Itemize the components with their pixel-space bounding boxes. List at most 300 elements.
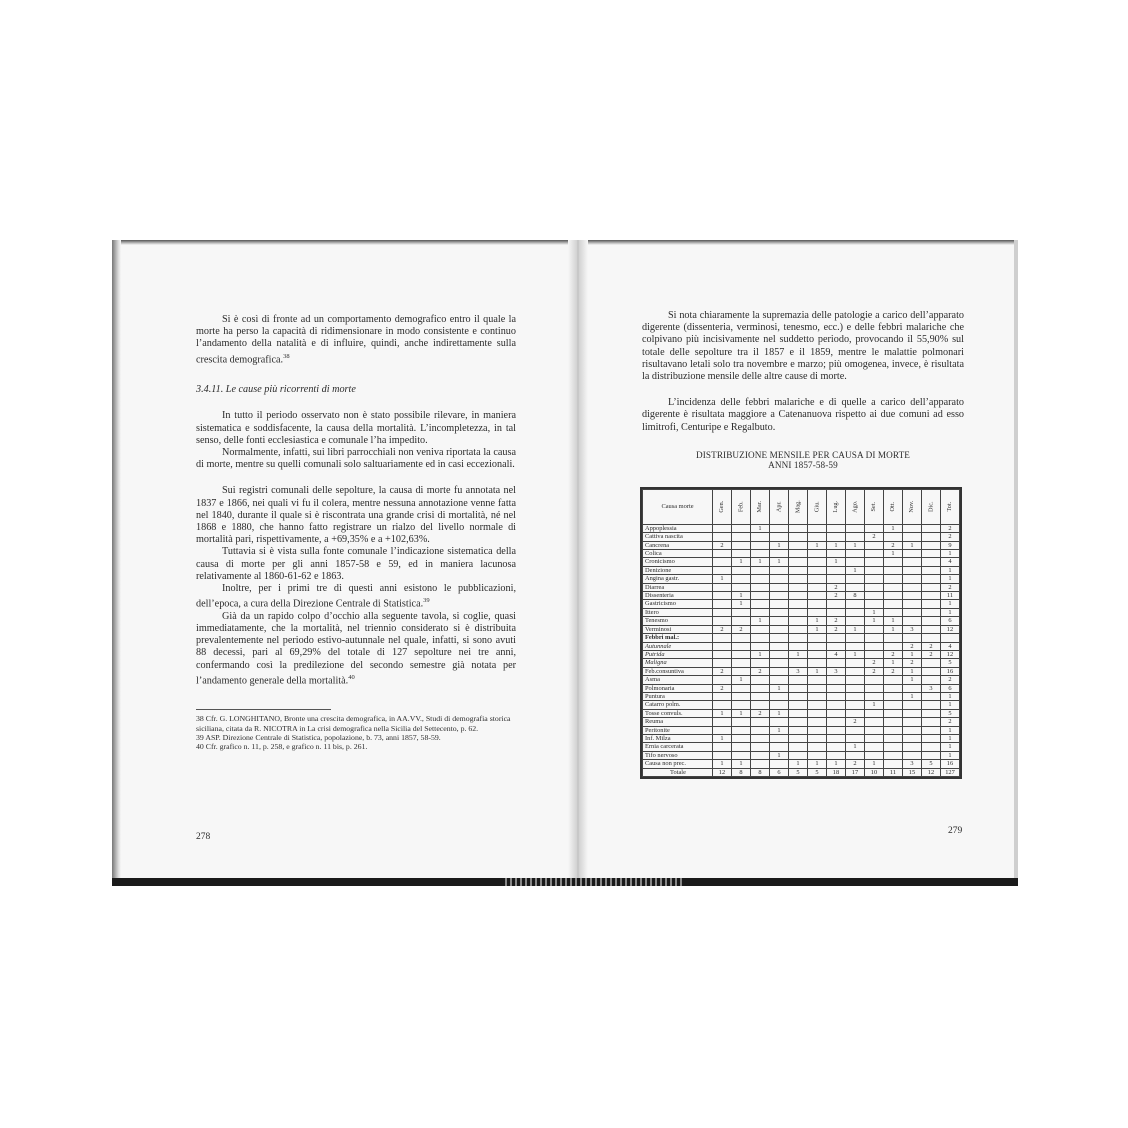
value-cell: 1	[751, 650, 770, 658]
value-cell	[732, 608, 751, 616]
value-cell: 2	[846, 760, 865, 768]
mortality-table	[642, 489, 960, 777]
value-cell: 2	[713, 625, 732, 633]
value-cell	[846, 524, 865, 532]
value-cell	[789, 743, 808, 751]
page-number-left: 278	[196, 832, 211, 842]
value-cell	[846, 600, 865, 608]
value-cell	[789, 751, 808, 759]
value-cell	[713, 592, 732, 600]
value-cell	[789, 575, 808, 583]
value-cell	[827, 726, 846, 734]
value-cell	[789, 566, 808, 574]
table-row	[643, 659, 960, 667]
header-month-label: Apr.	[775, 501, 783, 513]
value-cell	[751, 659, 770, 667]
value-cell: 4	[941, 558, 960, 566]
value-cell	[827, 701, 846, 709]
value-cell: 127	[941, 768, 960, 776]
value-cell	[922, 550, 941, 558]
value-cell	[884, 533, 903, 541]
left-para-1: Si è così di fronte ad un comportamento demografico entro il quale la morte ha perso la capacità di ridimensionare in modo consistente e continuo l’andamento della natalità e di influire, quindi, anche indirettamente sulla crescita demografica.$^{38}$	[196, 314, 516, 365]
value-cell: 1	[846, 625, 865, 633]
value-cell: 6	[941, 684, 960, 692]
value-cell: 2	[903, 659, 922, 667]
value-cell	[922, 667, 941, 675]
value-cell: 12	[941, 650, 960, 658]
value-cell	[770, 524, 789, 532]
value-cell	[865, 676, 884, 684]
header-month-label: Nov.	[908, 500, 916, 513]
value-cell	[865, 634, 884, 642]
value-cell: 1	[903, 667, 922, 675]
value-cell	[846, 533, 865, 541]
value-cell	[770, 718, 789, 726]
value-cell: 1	[884, 617, 903, 625]
value-cell	[903, 634, 922, 642]
value-cell	[732, 734, 751, 742]
value-cell	[732, 718, 751, 726]
value-cell	[827, 524, 846, 532]
value-cell	[827, 751, 846, 759]
value-cell	[903, 617, 922, 625]
value-cell	[827, 550, 846, 558]
table-row	[643, 701, 960, 709]
value-cell	[922, 734, 941, 742]
value-cell	[884, 734, 903, 742]
value-cell	[732, 617, 751, 625]
value-cell	[808, 659, 827, 667]
table-row	[643, 642, 960, 650]
value-cell	[732, 575, 751, 583]
footnote-ref-40[interactable]: 40	[348, 673, 355, 681]
cause-cell: Asma	[643, 676, 713, 684]
value-cell	[884, 743, 903, 751]
table-title	[642, 450, 964, 471]
value-cell	[808, 701, 827, 709]
header-month-label: Ago.	[851, 500, 859, 513]
value-cell: 1	[732, 760, 751, 768]
value-cell	[751, 684, 770, 692]
value-cell: 1	[884, 625, 903, 633]
value-cell: 1	[827, 760, 846, 768]
table-row	[643, 734, 960, 742]
table-row	[643, 718, 960, 726]
value-cell	[827, 659, 846, 667]
value-cell	[865, 650, 884, 658]
value-cell	[789, 558, 808, 566]
right-para-1: Si nota chiaramente la supremazia delle patologie a carico dell’apparato digerente (dissenteria, verminosi, tenesmo, ecc.) e delle febbri malariche che colpivano più incisivamente nel suddetto periodo, provocando il 55,90% sul totale delle sepolture tra il 1857 e il 1859, mentre le malattie polmonari risultavano letali solo tra novembre e marzo; più omogenea, invece, è risultata la distribuzione mensile delle altre cause di morte.	[642, 310, 964, 383]
cause-cell: Tenesmo	[643, 617, 713, 625]
value-cell	[846, 550, 865, 558]
value-cell	[732, 701, 751, 709]
value-cell	[789, 541, 808, 549]
value-cell: 1	[789, 760, 808, 768]
value-cell	[846, 642, 865, 650]
value-cell	[922, 709, 941, 717]
value-cell: 1	[770, 558, 789, 566]
value-cell	[884, 634, 903, 642]
value-cell	[713, 676, 732, 684]
value-cell	[770, 608, 789, 616]
value-cell	[770, 650, 789, 658]
value-cell: 2	[922, 650, 941, 658]
value-cell	[789, 734, 808, 742]
value-cell	[884, 575, 903, 583]
header-month-label: Set.	[870, 502, 878, 512]
value-cell	[789, 617, 808, 625]
value-cell: 1	[941, 743, 960, 751]
value-cell	[808, 684, 827, 692]
value-cell	[865, 726, 884, 734]
value-cell	[789, 676, 808, 684]
value-cell: 1	[808, 667, 827, 675]
value-cell	[751, 726, 770, 734]
value-cell: 1	[808, 541, 827, 549]
value-cell	[789, 550, 808, 558]
spine-shadow	[502, 878, 682, 886]
value-cell	[865, 524, 884, 532]
table-row	[643, 709, 960, 717]
value-cell	[884, 709, 903, 717]
value-cell: 2	[884, 650, 903, 658]
value-cell	[751, 751, 770, 759]
header-month-label: Ott.	[889, 502, 897, 512]
value-cell: 16	[941, 667, 960, 675]
value-cell	[770, 550, 789, 558]
value-cell: 8	[732, 768, 751, 776]
value-cell: 2	[846, 718, 865, 726]
value-cell	[922, 676, 941, 684]
value-cell: 1	[770, 709, 789, 717]
value-cell	[808, 550, 827, 558]
cause-cell: Cattiva nascita	[643, 533, 713, 541]
cause-cell: Polmonaria	[643, 684, 713, 692]
value-cell: 1	[732, 676, 751, 684]
value-cell: 1	[732, 600, 751, 608]
value-cell	[713, 608, 732, 616]
value-cell	[903, 575, 922, 583]
value-cell	[884, 600, 903, 608]
value-cell	[865, 583, 884, 591]
value-cell	[903, 550, 922, 558]
value-cell	[732, 533, 751, 541]
value-cell	[789, 709, 808, 717]
cause-cell: Peritonite	[643, 726, 713, 734]
footnote-ref-39[interactable]: 39	[423, 597, 430, 605]
value-cell	[808, 524, 827, 532]
value-cell: 10	[865, 768, 884, 776]
value-cell: 2	[922, 642, 941, 650]
value-cell	[903, 608, 922, 616]
value-cell: 2	[827, 592, 846, 600]
cause-cell: Totale	[643, 768, 713, 776]
value-cell: 2	[827, 617, 846, 625]
value-cell	[846, 684, 865, 692]
value-cell	[770, 659, 789, 667]
value-cell	[846, 709, 865, 717]
value-cell	[808, 726, 827, 734]
value-cell	[846, 634, 865, 642]
value-cell	[922, 718, 941, 726]
value-cell: 2	[713, 684, 732, 692]
value-cell	[808, 592, 827, 600]
value-cell	[770, 600, 789, 608]
value-cell	[751, 600, 770, 608]
value-cell	[713, 751, 732, 759]
value-cell	[922, 608, 941, 616]
value-cell: 1	[846, 566, 865, 574]
value-cell	[770, 692, 789, 700]
value-cell	[713, 550, 732, 558]
value-cell	[770, 760, 789, 768]
table-row	[643, 608, 960, 616]
value-cell	[713, 726, 732, 734]
table-wrapper	[640, 487, 964, 784]
value-cell	[808, 634, 827, 642]
value-cell	[922, 625, 941, 633]
value-cell	[827, 600, 846, 608]
value-cell	[922, 692, 941, 700]
value-cell	[922, 751, 941, 759]
value-cell: 4	[941, 642, 960, 650]
value-cell	[846, 751, 865, 759]
value-cell	[789, 701, 808, 709]
value-cell	[732, 659, 751, 667]
value-cell: 2	[827, 625, 846, 633]
value-cell	[808, 650, 827, 658]
value-cell	[789, 524, 808, 532]
value-cell	[903, 524, 922, 532]
value-cell: 9	[941, 541, 960, 549]
value-cell	[808, 600, 827, 608]
value-cell	[922, 583, 941, 591]
header-month	[789, 489, 808, 524]
table-row	[643, 558, 960, 566]
value-cell: 2	[732, 625, 751, 633]
cause-cell: Cronicismo	[643, 558, 713, 566]
value-cell: 12	[922, 768, 941, 776]
footnote-40: 40 Cfr. grafico n. 11, p. 258, e grafico n. 11 bis, p. 261.	[196, 742, 368, 752]
left-para-3: Normalmente, infatti, sui libri parrocchiali non veniva riportata la causa di morte, mentre su quelli comunali solo saltuariamente ed in casi eccezionali.	[196, 447, 516, 471]
value-cell	[713, 600, 732, 608]
value-cell	[732, 692, 751, 700]
value-cell	[827, 684, 846, 692]
value-cell	[884, 760, 903, 768]
table-title-line-1: DISTRIBUZIONE MENSILE PER CAUSA DI MORTE	[696, 449, 910, 460]
value-cell	[713, 701, 732, 709]
value-cell	[922, 575, 941, 583]
header-month	[865, 489, 884, 524]
value-cell	[884, 684, 903, 692]
value-cell	[922, 617, 941, 625]
value-cell	[846, 558, 865, 566]
cause-cell: Appoplessia	[643, 524, 713, 532]
value-cell	[751, 743, 770, 751]
header-month-label: Mar.	[756, 501, 764, 513]
table-row	[643, 726, 960, 734]
value-cell: 1	[808, 625, 827, 633]
value-cell: 1	[713, 575, 732, 583]
value-cell	[732, 726, 751, 734]
header-month	[941, 489, 960, 524]
value-cell: 1	[865, 608, 884, 616]
table-row	[643, 550, 960, 558]
value-cell	[903, 592, 922, 600]
value-cell: 1	[751, 558, 770, 566]
footnote-39: 39 ASP. Direzione Centrale di Statistica, popolazione, b. 73, anni 1857, 58-59.	[196, 732, 441, 742]
value-cell	[732, 583, 751, 591]
value-cell	[808, 608, 827, 616]
value-cell	[789, 692, 808, 700]
value-cell	[903, 566, 922, 574]
cause-cell: Denizione	[643, 566, 713, 574]
value-cell	[789, 726, 808, 734]
value-cell	[884, 592, 903, 600]
value-cell: 1	[846, 650, 865, 658]
value-cell	[846, 701, 865, 709]
value-cell: 1	[732, 709, 751, 717]
cause-cell: Colica	[643, 550, 713, 558]
value-cell	[770, 533, 789, 541]
header-month	[903, 489, 922, 524]
value-cell	[751, 701, 770, 709]
value-cell	[751, 592, 770, 600]
cause-cell: Tosse convuls.	[643, 709, 713, 717]
top-shadow	[112, 240, 1018, 245]
value-cell	[751, 550, 770, 558]
value-cell	[770, 575, 789, 583]
value-cell	[884, 566, 903, 574]
table-row	[643, 650, 960, 658]
value-cell	[751, 676, 770, 684]
value-cell: 1	[713, 734, 732, 742]
left-para-5: Tuttavia si è vista sulla fonte comunale l’indicazione sistematica della causa di morte per gli anni 1857-58 e 59, ed in maniera lacunosa relativamente al 1860-61-62 e 1863.	[196, 546, 516, 582]
value-cell	[922, 558, 941, 566]
value-cell	[922, 592, 941, 600]
value-cell: 8	[846, 592, 865, 600]
header-month-label: Tot.	[946, 501, 954, 512]
footnote-38: 38 Cfr. G. LONGHITANO, Bronte una crescita demografica, in AA.VV., Studi di demografia storica siciliana, citata da R. NICOTRA in La crisi demografica nella Sicilia del Settecento, p. 62.	[196, 714, 511, 733]
value-cell	[732, 550, 751, 558]
value-cell: 1	[941, 575, 960, 583]
page-number-right: 279	[948, 826, 963, 836]
value-cell: 2	[941, 524, 960, 532]
value-cell	[884, 692, 903, 700]
table-row	[643, 566, 960, 574]
value-cell: 6	[770, 768, 789, 776]
value-cell: 3	[789, 667, 808, 675]
cause-cell: Puntura	[643, 692, 713, 700]
value-cell	[922, 541, 941, 549]
value-cell	[713, 558, 732, 566]
value-cell: 1	[713, 709, 732, 717]
value-cell: 11	[884, 768, 903, 776]
value-cell	[770, 676, 789, 684]
value-cell	[808, 718, 827, 726]
value-cell	[846, 726, 865, 734]
value-cell: 1	[903, 541, 922, 549]
header-month	[751, 489, 770, 524]
value-cell: 1	[941, 726, 960, 734]
cause-cell: Ittero	[643, 608, 713, 616]
book-gutter	[568, 240, 588, 886]
cause-cell: Tifo nervoso	[643, 751, 713, 759]
value-cell	[865, 625, 884, 633]
value-cell	[903, 726, 922, 734]
value-cell: 1	[903, 650, 922, 658]
value-cell: 4	[827, 650, 846, 658]
value-cell	[846, 583, 865, 591]
table-row	[643, 541, 960, 549]
value-cell	[713, 566, 732, 574]
value-cell: 3	[922, 684, 941, 692]
value-cell	[808, 692, 827, 700]
value-cell: 15	[903, 768, 922, 776]
value-cell	[732, 541, 751, 549]
value-cell: 17	[846, 768, 865, 776]
table-row	[643, 634, 960, 642]
value-cell: 2	[865, 667, 884, 675]
value-cell: 12	[941, 625, 960, 633]
value-cell: 1	[732, 558, 751, 566]
value-cell: 2	[751, 667, 770, 675]
right-page-edge	[1014, 240, 1018, 886]
header-month	[732, 489, 751, 524]
table-frame	[640, 487, 962, 779]
footnote-ref-38[interactable]: 38	[283, 352, 290, 360]
value-cell	[827, 718, 846, 726]
value-cell: 1	[884, 550, 903, 558]
value-cell: 6	[941, 617, 960, 625]
header-month	[884, 489, 903, 524]
cause-cell: Inf. Milza	[643, 734, 713, 742]
value-cell: 1	[732, 592, 751, 600]
value-cell	[789, 533, 808, 541]
value-cell: 5	[808, 768, 827, 776]
value-cell	[903, 751, 922, 759]
left-para-2: In tutto il periodo osservato non è stato possibile rilevare, in maniera sistematica e soddisfacente, la causa della mortalità. L’incompletezza, in tal senso, delle fonti ecclesiastica e comunale l’ha impedito.	[196, 410, 516, 446]
value-cell	[808, 734, 827, 742]
table-row	[643, 676, 960, 684]
value-cell	[922, 566, 941, 574]
value-cell: 5	[922, 760, 941, 768]
value-cell	[789, 718, 808, 726]
value-cell	[903, 558, 922, 566]
value-cell	[713, 634, 732, 642]
value-cell	[922, 659, 941, 667]
table-total-row	[643, 768, 960, 776]
left-para-7: Già da un rapido colpo d’occhio alla seguente tavola, si coglie, quasi immediatamente, che la mortalità, nel triennio considerato si è distribuita prevalentemente nel periodo estivo-autunnale nel quale, infatti, si sono avuti 88 decessi, pari al 69,29% del totale di 127 sepolture nei tre anni, confermando così la predilezione del secondo semestre già notata per l’andamento generale della mortalità.$^{40}$	[196, 610, 516, 687]
value-cell	[865, 743, 884, 751]
header-month-label: Giu.	[813, 501, 821, 513]
value-cell: 1	[846, 743, 865, 751]
table-row	[643, 751, 960, 759]
value-cell: 3	[903, 760, 922, 768]
value-cell: 2	[713, 667, 732, 675]
table-title-line-2: ANNI 1857-58-59	[768, 460, 838, 471]
value-cell: 1	[751, 524, 770, 532]
value-cell: 11	[941, 592, 960, 600]
value-cell	[789, 583, 808, 591]
value-cell: 2	[865, 659, 884, 667]
value-cell	[732, 642, 751, 650]
value-cell	[884, 718, 903, 726]
value-cell: 2	[941, 718, 960, 726]
cause-cell: Gastricismo	[643, 600, 713, 608]
value-cell: 1	[770, 726, 789, 734]
value-cell	[865, 592, 884, 600]
